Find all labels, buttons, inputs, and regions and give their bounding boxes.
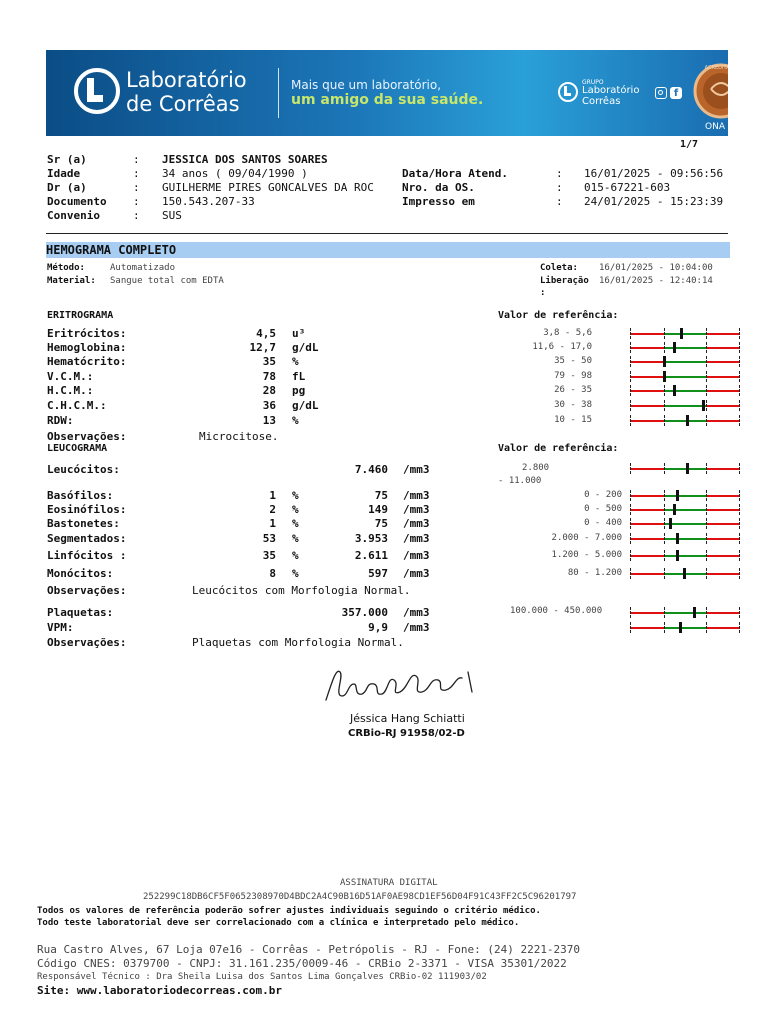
footer-note-1: Todos os valores de referência poderão sofrer ajustes individuais seguindo o critério médico. (37, 906, 541, 916)
ref-bar-normal-segment (664, 468, 706, 470)
ref-bar-tick (739, 415, 741, 426)
leucograma-row-pct: 35 (262, 549, 276, 562)
ref-bar-tick (630, 328, 632, 339)
vpm-unit: /mm3 (403, 621, 430, 634)
group-name-line2: Corrêas (582, 96, 621, 107)
leucograma-obs-value: Leucócitos com Morfologia Normal. (192, 584, 411, 597)
exam-title: HEMOGRAMA COMPLETO (46, 243, 177, 257)
ref-bar-tick (706, 342, 708, 353)
eritrograma-row-ref: 10 - 15 (554, 415, 592, 425)
leucograma-row-pct: 1 (269, 489, 276, 502)
eritrograma-row-label: V.C.M.: (47, 370, 94, 383)
ref-bar-low-segment (630, 376, 664, 378)
group-small-label: GRUPO (582, 79, 604, 86)
leucograma-ref-heading: Valor de referência: (498, 443, 619, 454)
leucograma-row-pct-unit: % (292, 532, 299, 545)
plaquetas-label: Plaquetas: (47, 606, 114, 619)
ref-bar-tick (630, 490, 632, 501)
ona-accreditation-seal-icon (691, 55, 738, 133)
ref-bar-tick (739, 400, 741, 411)
ref-bar-high-segment (706, 420, 740, 422)
eritrograma-row-ref-bar (630, 385, 740, 396)
material-label: Material: (47, 276, 96, 286)
ref-bar-tick (664, 568, 666, 579)
instagram-icon[interactable] (655, 87, 667, 99)
ref-bar-tick (739, 518, 741, 529)
ref-bar-high-segment (706, 390, 740, 392)
eritrograma-row-unit: fL (292, 370, 306, 383)
leucograma-row-abs: 75 (374, 517, 388, 530)
eritrograma-row-unit: pg (292, 384, 306, 397)
ref-bar-tick (664, 518, 666, 529)
document-label: Documento (47, 195, 107, 208)
ref-bar-tick (739, 568, 741, 579)
leucograma-row-pct: 53 (262, 532, 276, 545)
ref-bar-high-segment (706, 361, 740, 363)
eritrograma-row-ref-bar (630, 415, 740, 426)
vpm-label: VPM: (47, 621, 74, 634)
ref-bar-tick (706, 463, 708, 474)
page-number: 1/7 (680, 139, 699, 150)
eritrograma-row-unit: g/dL (292, 399, 319, 412)
eritrograma-row-label: C.H.C.M.: (47, 399, 107, 412)
plaquetas-value: 357.000 (341, 606, 388, 619)
convenio-value: SUS (162, 209, 182, 222)
ref-bar-high-segment (706, 376, 740, 378)
leucograma-obs-label: Observações: (47, 584, 127, 597)
ref-bar-low-segment (630, 612, 664, 614)
os-label: Nro. da OS. (402, 181, 475, 194)
ref-bar-tick (739, 490, 741, 501)
ref-bar-high-segment (706, 495, 740, 497)
ref-bar-high-segment (706, 627, 740, 629)
ref-bar-high-segment (706, 573, 740, 575)
ref-bar-low-segment (630, 333, 664, 335)
leucograma-row-unit: /mm3 (403, 517, 430, 530)
ref-bar-low-segment (630, 627, 664, 629)
ref-bar-tick (706, 533, 708, 544)
ref-bar-tick (706, 518, 708, 529)
leucograma-row-pct-unit: % (292, 549, 299, 562)
eritrograma-row-ref: 30 - 38 (554, 400, 592, 410)
ref-bar-tick (630, 533, 632, 544)
patient-name: JESSICA DOS SANTOS SOARES (162, 153, 328, 166)
convenio-label: Convenio (47, 209, 100, 222)
ref-bar-tick (664, 622, 666, 633)
leucograma-row-label: Monócitos: (47, 567, 114, 580)
ref-bar-low-segment (630, 523, 664, 525)
ref-bar-tick (739, 342, 741, 353)
ref-bar-tick (706, 328, 708, 339)
leucograma-row-pct: 2 (269, 503, 276, 516)
printed-label: Impresso em (402, 195, 475, 208)
footer-note-2: Todo teste laboratorial deve ser correlacionado com a clínica e interpretado pelo médico. (37, 918, 520, 928)
ref-bar-tick (630, 371, 632, 382)
footer-site-link[interactable]: Site: www.laboratoriodecorreas.com.br (37, 984, 283, 997)
ref-bar-tick (630, 518, 632, 529)
ref-bar-tick (630, 356, 632, 367)
footer-address: Rua Castro Alves, 67 Loja 07e16 - Corrêas - Petrópolis - RJ - Fone: (24) 2221-2370 (37, 943, 581, 956)
eritrograma-heading: ERITROGRAMA (47, 310, 114, 321)
ref-bar-normal-segment (664, 333, 706, 335)
ref-bar-tick (664, 342, 666, 353)
header-banner (46, 50, 738, 136)
ref-bar-tick (739, 622, 741, 633)
eritrograma-row-ref: 11,6 - 17,0 (532, 342, 592, 352)
patient-age: 34 anos ( 09/04/1990 ) (162, 167, 308, 180)
ref-bar-result-marker (679, 622, 682, 633)
ref-bar-tick (739, 385, 741, 396)
ref-bar-normal-segment (664, 361, 706, 363)
plaquetas-ref: 100.000 - 450.000 (510, 606, 603, 616)
banner-divider (278, 68, 279, 118)
ref-bar-normal-segment (664, 347, 706, 349)
leucograma-row-abs: 149 (368, 503, 388, 516)
ref-bar-result-marker (663, 356, 666, 367)
ref-bar-high-segment (706, 405, 740, 407)
ref-bar-normal-segment (664, 627, 706, 629)
ref-bar-tick (706, 504, 708, 515)
leucograma-row-ref-bar (630, 490, 740, 501)
ref-bar-low-segment (630, 468, 664, 470)
ref-bar-low-segment (630, 420, 664, 422)
ref-bar-tick (630, 400, 632, 411)
liberacao-label: Liberação (540, 276, 589, 286)
ref-bar-tick (664, 328, 666, 339)
plaquetas-obs-value: Plaquetas com Morfologia Normal. (192, 636, 404, 649)
brand-name-line1: Laboratório (126, 68, 247, 92)
leucograma-row-pct-unit: % (292, 489, 299, 502)
ref-bar-tick (630, 385, 632, 396)
ref-bar-normal-segment (664, 495, 706, 497)
leucograma-row-pct-unit: % (292, 567, 299, 580)
eritrograma-row-ref-bar (630, 400, 740, 411)
leucograma-row-ref: 80 - 1.200 (567, 568, 622, 578)
ref-bar-normal-segment (664, 538, 706, 540)
ref-bar-tick (630, 622, 632, 633)
leucograma-row-ref-bar (630, 533, 740, 544)
eritrograma-row-unit: % (292, 414, 299, 427)
ref-bar-high-segment (706, 555, 740, 557)
leucograma-heading: LEUCOGRAMA (47, 443, 108, 454)
leucograma-row-unit: /mm3 (403, 567, 430, 580)
header-divider (46, 233, 728, 234)
eritrograma-ref-heading: Valor de referência: (498, 310, 619, 321)
ref-bar-normal-segment (664, 555, 706, 557)
leucocitos-ref1: 2.800 (522, 463, 550, 473)
colon: : (556, 195, 563, 208)
eritrograma-row-value: 78 (262, 370, 276, 383)
eritrograma-row-unit: u³ (292, 327, 306, 340)
ref-bar-tick (664, 607, 666, 618)
liberacao-colon: : (540, 288, 546, 298)
ref-bar-low-segment (630, 405, 664, 407)
eritrograma-row-label: Hemoglobina: (47, 341, 127, 354)
digital-signature-title: ASSINATURA DIGITAL (340, 878, 438, 888)
ref-bar-tick (739, 550, 741, 561)
facebook-icon[interactable]: f (670, 87, 682, 99)
doctor-name: GUILHERME PIRES GONCALVES DA ROC (162, 181, 374, 194)
ref-bar-high-segment (706, 468, 740, 470)
ref-bar-low-segment (630, 509, 664, 511)
eritrograma-obs-value: Microcitose. (199, 430, 279, 443)
vpm-ref-bar (630, 622, 740, 633)
plaquetas-ref-bar (630, 607, 740, 618)
leucograma-row-ref: 1.200 - 5.000 (551, 550, 622, 560)
colon: : (133, 195, 140, 208)
vpm-value: 9,9 (368, 621, 388, 634)
leucograma-row-ref: 0 - 200 (584, 490, 622, 500)
plaquetas-unit: /mm3 (403, 606, 430, 619)
ref-bar-tick (630, 415, 632, 426)
svg-text:ACREDITADO: ACREDITADO (704, 65, 738, 71)
leucograma-row-pct: 1 (269, 517, 276, 530)
ref-bar-result-marker (680, 328, 683, 339)
ref-bar-tick (630, 342, 632, 353)
leucocitos-ref2: - 11.000 (498, 476, 542, 486)
footer-responsible: Responsável Técnico : Dra Sheila Luisa dos Santos Lima Gonçalves CRBio-02 111903/02 (37, 972, 487, 982)
doctor-label: Dr (a) (47, 181, 87, 194)
ref-bar-tick (664, 490, 666, 501)
ref-bar-tick (706, 400, 708, 411)
leucograma-row-unit: /mm3 (403, 489, 430, 502)
eritrograma-row-value: 28 (262, 384, 276, 397)
slogan-line2: um amigo da sua saúde. (291, 92, 484, 108)
colon: : (133, 209, 140, 222)
leucograma-row-ref-bar (630, 550, 740, 561)
ref-bar-low-segment (630, 495, 664, 497)
ref-bar-result-marker (702, 400, 705, 411)
leucograma-row-pct-unit: % (292, 503, 299, 516)
eritrograma-row-label: Hematócrito: (47, 355, 127, 368)
leucocitos-ref-bar (630, 463, 740, 474)
patient-name-label: Sr (a) (47, 153, 87, 166)
ref-bar-high-segment (706, 612, 740, 614)
signer-name: Jéssica Hang Schiatti (350, 712, 465, 725)
ref-bar-normal-segment (664, 376, 706, 378)
ref-bar-tick (706, 490, 708, 501)
eritrograma-row-ref-bar (630, 371, 740, 382)
ref-bar-tick (706, 607, 708, 618)
ref-bar-normal-segment (664, 612, 706, 614)
material-value: Sangue total com EDTA (110, 276, 224, 286)
ref-bar-tick (706, 415, 708, 426)
ref-bar-tick (706, 568, 708, 579)
leucocitos-unit: /mm3 (403, 463, 430, 476)
ref-bar-tick (739, 356, 741, 367)
ref-bar-normal-segment (664, 420, 706, 422)
ref-bar-tick (739, 504, 741, 515)
digital-signature-hash: 252299C18DB6CF5F0652308970D4BDC2A4C90B16D51AF0AE98CD1EF56D04F91C43FF2C5C96201797 (143, 892, 577, 902)
colon: : (133, 181, 140, 194)
ref-bar-tick (739, 328, 741, 339)
eritrograma-row-value: 13 (262, 414, 276, 427)
ref-bar-result-marker (673, 342, 676, 353)
eritrograma-row-ref-bar (630, 356, 740, 367)
ref-bar-tick (739, 607, 741, 618)
ref-bar-tick (630, 550, 632, 561)
eritrograma-row-ref: 26 - 35 (554, 385, 592, 395)
eritrograma-obs-label: Observações: (47, 430, 127, 443)
leucograma-row-abs: 3.953 (354, 532, 388, 545)
leucocitos-label: Leucócitos: (47, 463, 120, 476)
ref-bar-result-marker (686, 463, 689, 474)
leucograma-row-ref-bar (630, 568, 740, 579)
leucocitos-value: 7.460 (354, 463, 388, 476)
ref-bar-tick (706, 371, 708, 382)
ref-bar-tick (706, 356, 708, 367)
colon: : (556, 167, 563, 180)
ref-bar-low-segment (630, 538, 664, 540)
printed-value: 24/01/2025 - 15:23:39 (584, 195, 724, 208)
leucograma-row-label: Bastonetes: (47, 517, 120, 530)
ref-bar-high-segment (706, 333, 740, 335)
ref-bar-tick (630, 568, 632, 579)
leucograma-row-pct-unit: % (292, 517, 299, 530)
ref-bar-tick (664, 463, 666, 474)
ref-bar-tick (706, 385, 708, 396)
ref-bar-tick (664, 415, 666, 426)
signer-registration: CRBio-RJ 91958/02-D (348, 728, 465, 739)
ref-bar-tick (706, 622, 708, 633)
footer-codes: Código CNES: 0379700 - CNPJ: 31.161.235/0009-46 - CRBio 2-3371 - VISA 35301/2022 (37, 957, 567, 970)
ref-bar-tick (739, 533, 741, 544)
coleta-value: 16/01/2025 - 10:04:00 (599, 263, 713, 273)
atend-value: 16/01/2025 - 09:56:56 (584, 167, 724, 180)
eritrograma-row-unit: g/dL (292, 341, 319, 354)
liberacao-value: 16/01/2025 - 12:40:14 (599, 276, 713, 286)
eritrograma-row-ref: 35 - 50 (554, 356, 592, 366)
eritrograma-row-value: 35 (262, 355, 276, 368)
leucograma-row-label: Eosinófilos: (47, 503, 127, 516)
ref-bar-high-segment (706, 509, 740, 511)
eritrograma-row-ref: 79 - 98 (554, 371, 592, 381)
ref-bar-result-marker (693, 607, 696, 618)
ref-bar-result-marker (676, 533, 679, 544)
ref-bar-low-segment (630, 555, 664, 557)
ref-bar-result-marker (673, 504, 676, 515)
group-name-line1: Laboratório (582, 85, 640, 96)
leucograma-row-abs: 75 (374, 489, 388, 502)
ref-bar-low-segment (630, 361, 664, 363)
ref-bar-tick (664, 400, 666, 411)
ref-bar-normal-segment (664, 390, 706, 392)
eritrograma-row-ref: 3,8 - 5,6 (543, 328, 592, 338)
leucograma-row-ref: 2.000 - 7.000 (551, 533, 622, 543)
eritrograma-row-unit: % (292, 355, 299, 368)
leucograma-row-ref-bar (630, 504, 740, 515)
ref-bar-tick (664, 385, 666, 396)
ref-bar-result-marker (686, 415, 689, 426)
leucograma-row-pct: 8 (269, 567, 276, 580)
eritrograma-row-ref-bar (630, 342, 740, 353)
ref-bar-high-segment (706, 538, 740, 540)
eritrograma-row-value: 4,5 (256, 327, 276, 340)
leucograma-row-label: Basófilos: (47, 489, 114, 502)
method-value: Automatizado (110, 263, 176, 273)
leucograma-row-ref: 0 - 400 (584, 518, 622, 528)
atend-label: Data/Hora Atend. (402, 167, 508, 180)
lab-logo-icon (74, 68, 120, 114)
colon: : (133, 153, 140, 166)
leucograma-row-unit: /mm3 (403, 503, 430, 516)
eritrograma-row-label: H.C.M.: (47, 384, 94, 397)
slogan-line1: Mais que um laboratório, (291, 78, 442, 92)
leucograma-row-unit: /mm3 (403, 549, 430, 562)
ref-bar-tick (630, 504, 632, 515)
ref-bar-tick (664, 533, 666, 544)
patient-age-label: Idade (47, 167, 81, 180)
brand-name-line2: de Corrêas (126, 92, 240, 116)
ref-bar-result-marker (676, 550, 679, 561)
ref-bar-tick (706, 550, 708, 561)
colon: : (133, 167, 140, 180)
ref-bar-normal-segment (664, 405, 706, 407)
ref-bar-low-segment (630, 347, 664, 349)
eritrograma-row-ref-bar (630, 328, 740, 339)
leucograma-row-unit: /mm3 (403, 532, 430, 545)
os-number: 015-67221-603 (584, 181, 671, 194)
document-value: 150.543.207-33 (162, 195, 255, 208)
colon: : (556, 181, 563, 194)
ref-bar-result-marker (669, 518, 672, 529)
exam-title-bar (46, 242, 730, 258)
leucograma-row-abs: 2.611 (354, 549, 388, 562)
ref-bar-tick (630, 463, 632, 474)
ref-bar-tick (739, 371, 741, 382)
ref-bar-tick (664, 504, 666, 515)
method-label: Método: (47, 263, 85, 273)
ref-bar-low-segment (630, 390, 664, 392)
ref-bar-result-marker (673, 385, 676, 396)
ref-bar-result-marker (663, 371, 666, 382)
ref-bar-result-marker (676, 490, 679, 501)
leucograma-row-ref: 0 - 500 (584, 504, 622, 514)
leucograma-row-label: Segmentados: (47, 532, 127, 545)
eritrograma-row-label: Eritrócitos: (47, 327, 127, 340)
eritrograma-row-value: 12,7 (249, 341, 276, 354)
svg-text:ONA: ONA (705, 122, 725, 132)
handwritten-signature (318, 662, 488, 712)
ref-bar-tick (739, 463, 741, 474)
ref-bar-high-segment (706, 523, 740, 525)
coleta-label: Coleta: (540, 263, 578, 273)
leucograma-row-ref-bar (630, 518, 740, 529)
eritrograma-row-value: 36 (262, 399, 276, 412)
group-logo-icon (558, 82, 578, 102)
eritrograma-row-label: RDW: (47, 414, 74, 427)
ref-bar-tick (630, 607, 632, 618)
leucograma-row-label: Linfócitos : (47, 549, 127, 562)
plaquetas-obs-label: Observações: (47, 636, 127, 649)
ref-bar-normal-segment (664, 509, 706, 511)
ref-bar-result-marker (683, 568, 686, 579)
leucograma-row-abs: 597 (368, 567, 388, 580)
ref-bar-low-segment (630, 573, 664, 575)
ref-bar-high-segment (706, 347, 740, 349)
ref-bar-tick (664, 550, 666, 561)
